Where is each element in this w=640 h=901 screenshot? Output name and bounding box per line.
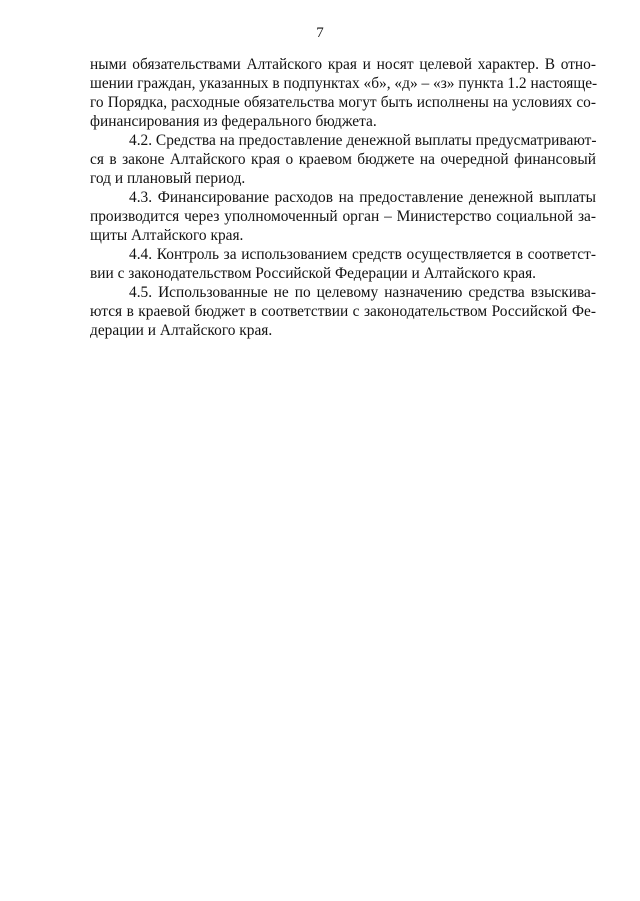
- text-line: производится через уполномоченный орган – Министерство социальной за-: [90, 208, 596, 225]
- paragraph-continuation: [90, 55, 596, 131]
- text-line: 4.3. Финансирование расходов на предоставление денежной выплаты: [129, 189, 596, 206]
- document-body: [90, 55, 596, 340]
- text-line: год и плановый период.: [90, 170, 246, 187]
- text-line: дерации и Алтайского края.: [90, 322, 273, 339]
- text-line: финансирования из федерального бюджета.: [90, 113, 377, 130]
- text-line: 4.4. Контроль за использованием средств осуществляется в соответст-: [129, 246, 596, 263]
- paragraph-4-5: [90, 283, 596, 340]
- text-line: ся в законе Алтайского края о краевом бюджете на очередной финансовый: [90, 151, 596, 168]
- text-line: 4.2. Средства на предоставление денежной выплаты предусматривают-: [129, 132, 597, 149]
- text-line: шении граждан, указанных в подпунктах «б», «д» – «з» пункта 1.2 настояще-: [90, 75, 598, 92]
- paragraph-4-4: [90, 245, 596, 283]
- text-line: 4.5. Использованные не по целевому назначению средства взыскива-: [129, 284, 596, 301]
- paragraph-4-3: [90, 188, 596, 245]
- paragraph-4-2: [90, 131, 596, 188]
- text-line: го Порядка, расходные обязательства могут быть исполнены на условиях со-: [90, 94, 596, 111]
- text-line: щиты Алтайского края.: [90, 227, 244, 244]
- text-line: ными обязательствами Алтайского края и носят целевой характер. В отно-: [90, 56, 596, 73]
- text-line: вии с законодательством Российской Федерации и Алтайского края.: [90, 265, 536, 282]
- text-line: ются в краевой бюджет в соответствии с законодательством Российской Фе-: [90, 303, 596, 320]
- page-number: 7: [316, 25, 324, 41]
